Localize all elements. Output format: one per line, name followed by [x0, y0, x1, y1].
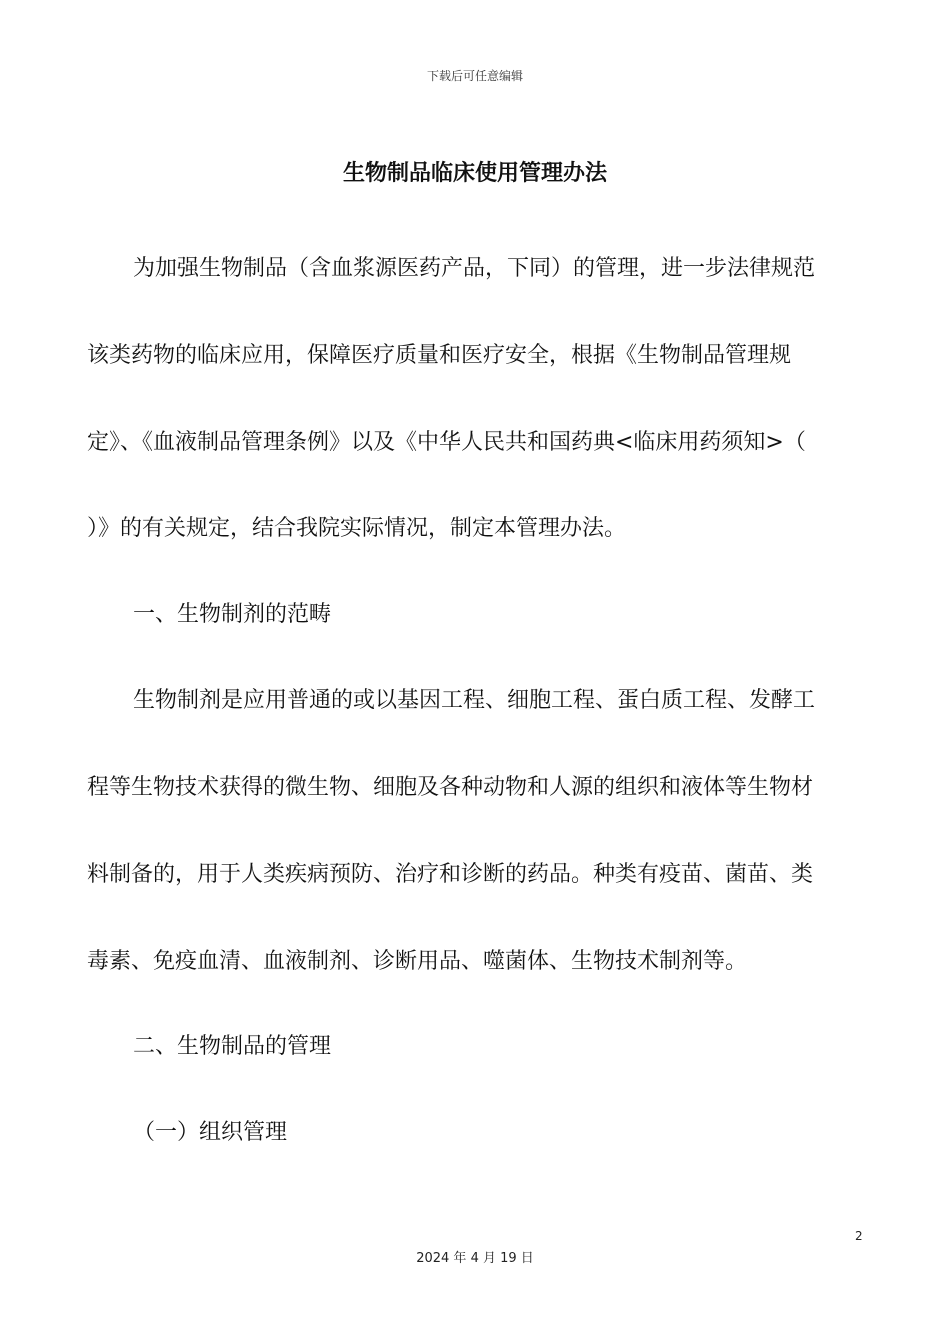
paragraph-line: ）》的有关规定，结合我院实际情况，制定本管理办法。 — [87, 516, 627, 541]
paragraph-line: 定》、《血液制品管理条例》以及《中华人民共和国药典<临床用药须知>（ — [87, 430, 806, 455]
footer-date: 2024 年 4 月 19 日 — [416, 1251, 534, 1266]
paragraph-line: 料制备的，用于人类疾病预防、治疗和诊断的药品。种类有疫苗、菌苗、类 — [87, 862, 814, 887]
section-heading: 一、生物制剂的范畴 — [133, 602, 332, 627]
header-note: 下载后可任意编辑 — [426, 69, 523, 83]
page-number: 2 — [855, 1229, 863, 1243]
subsection-heading: （一）组织管理 — [133, 1120, 288, 1145]
paragraph-line: 为加强生物制品（含血浆源医药产品，下同）的管理，进一步法律规范 — [133, 256, 816, 281]
paragraph-line: 生物制剂是应用普通的或以基因工程、细胞工程、蛋白质工程、发酵工 — [133, 688, 816, 713]
paragraph-line: 该类药物的临床应用，保障医疗质量和医疗安全，根据《生物制品管理规 — [87, 343, 792, 368]
document-title: 生物制品临床使用管理办法 — [342, 161, 607, 186]
paragraph-line: 毒素、免疫血清、血液制剂、诊断用品、噬菌体、生物技术制剂等。 — [87, 949, 748, 974]
paragraph-line: 程等生物技术获得的微生物、细胞及各种动物和人源的组织和液体等生物材 — [87, 775, 814, 800]
section-heading: 二、生物制品的管理 — [133, 1034, 332, 1059]
